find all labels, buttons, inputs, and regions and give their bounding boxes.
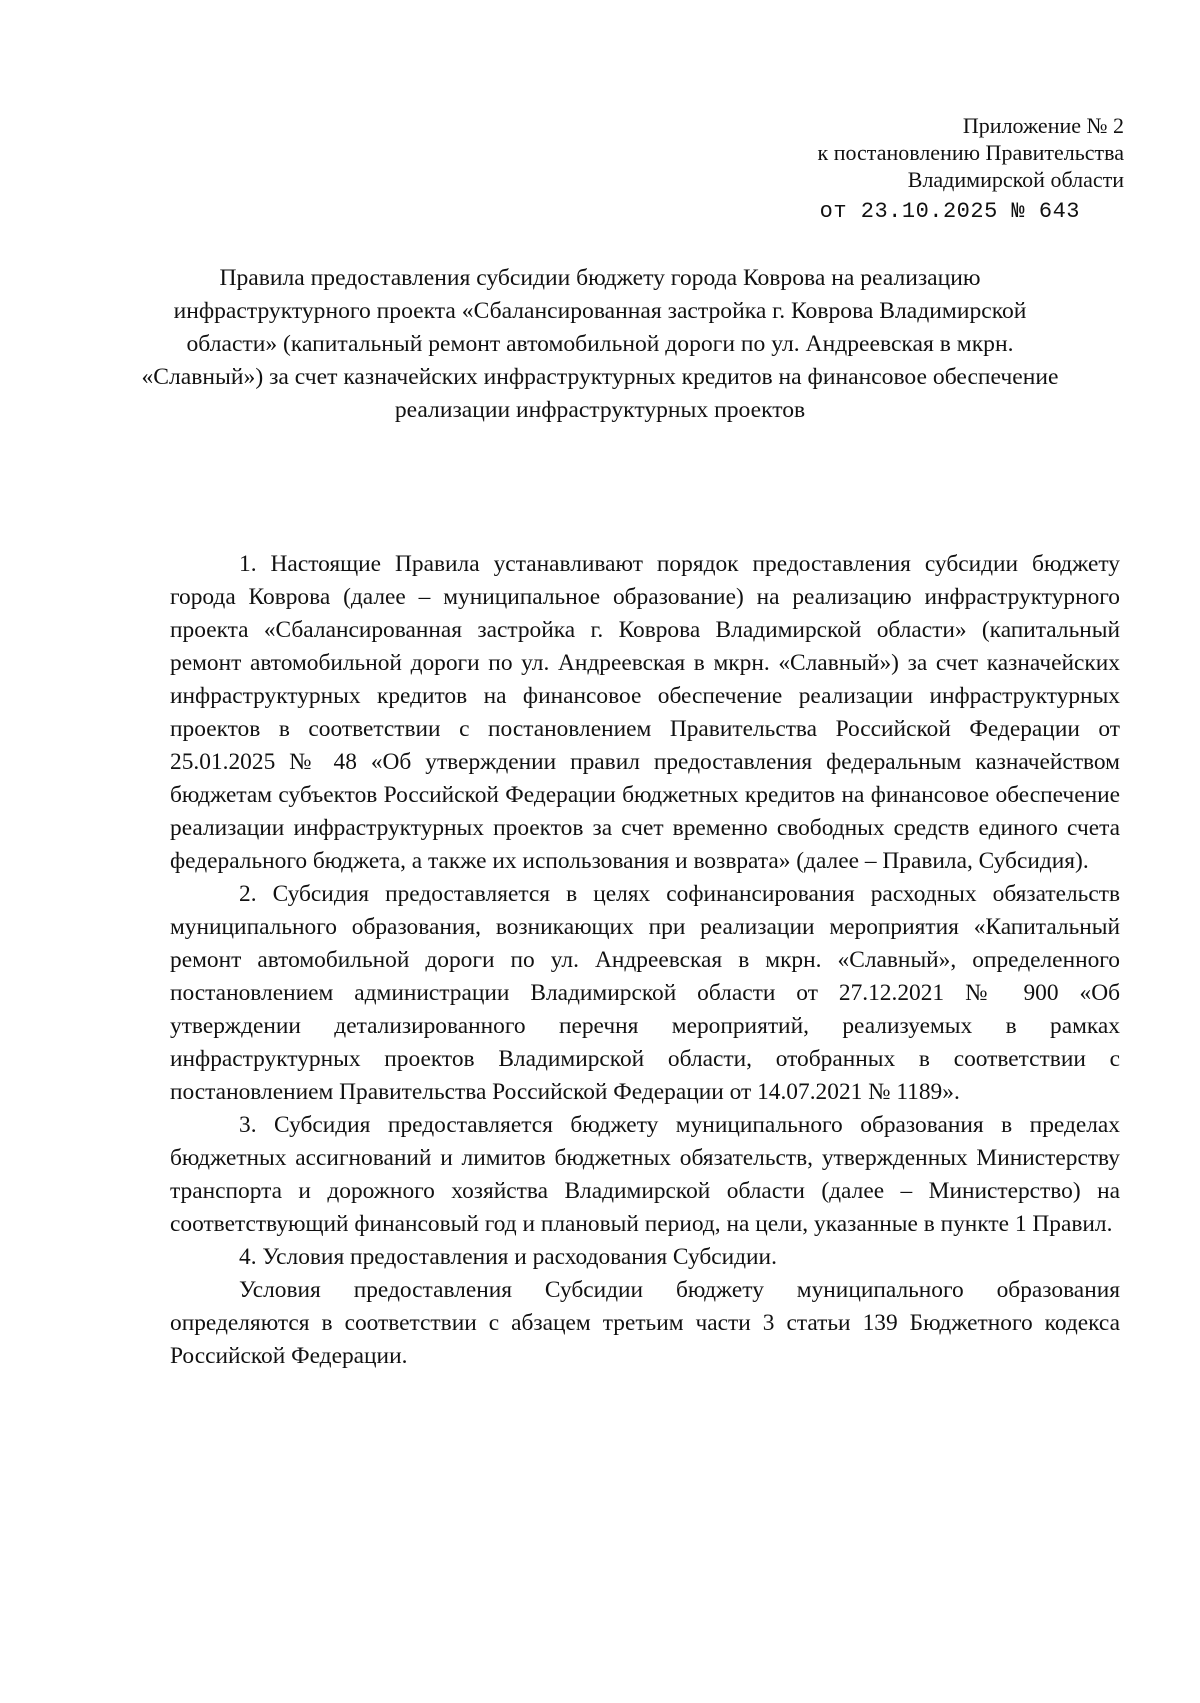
document-date-number: от 23.10.2025 № 643 [819,199,1080,224]
document-title: Правила предоставления субсидии бюджету города Коврова на реализацию инфраструктурного проекта «Сбалансированная застройка г. Коврова Владимирской области» (капитальный ремонт автомобильной дороги по ул. Андреевская в мкрн. «Славный») за счет казначейских инфраструктурных кредитов на финансовое обеспечение реализации инфраструктурных проектов [141,265,1059,423]
paragraph-4: 4. Условия предоставления и расходования Субсидии. [239,1244,777,1270]
paragraph-5: Условия предоставления Субсидии бюджету муниципального образования определяются в соответствии с абзацем третьим части 3 статьи 139 Бюджетного кодекса Российской Федерации. [170,1277,1120,1369]
paragraph-1: 1. Настоящие Правила устанавливают порядок предоставления субсидии бюджету города Коврова (далее – муниципальное образование) на реализацию инфраструктурного проекта «Сбалансированная застройка г. Коврова Владимирской области» (капитальный ремонт автомобильной дороги по ул. Андреевская в мкрн. «Славный») за счет казначейских инфраструктурных кредитов на финансовое обеспечение реализации инфраструктурных проектов в соответствии с постановлением Правительства Российской Федерации от 25.01.2025 № 48 «Об утверждении правил предоставления федеральным казначейством бюджетам субъектов Российской Федерации бюджетных кредитов на финансовое обеспечение реализации инфраструктурных проектов за счет временно свободных средств единого счета федерального бюджета, а также их использования и возврата» (далее – Правила, Субсидия). [170,551,1120,874]
paragraph-3: 3. Субсидия предоставляется бюджету муниципального образования в пределах бюджетных ассигнований и лимитов бюджетных обязательств, утвержденных Министерству транспорта и дорожного хозяйства Владимирской области (далее – Министерство) на соответствующий финансовый год и плановый период, на цели, указанные в пункте 1 Правил. [170,1112,1120,1237]
paragraph-2: 2. Субсидия предоставляется в целях софинансирования расходных обязательств муниципального образования, возникающих при реализации мероприятия «Капитальный ремонт автомобильной дороги по ул. Андреевская в мкрн. «Славный», определенного постановлением администрации Владимирской области от 27.12.2021 № 900 «Об утверждении детализированного перечня мероприятий, реализуемых в рамках инфраструктурных проектов Владимирской области, отобранных в соответствии с постановлением Правительства Российской Федерации от 14.07.2021 № 1189». [170,881,1120,1105]
appendix-header [818,112,1124,225]
appendix-reference: к постановлению Правительства [817,140,1124,165]
appendix-number: Приложение № 2 [962,113,1124,138]
document-body [170,548,1120,1373]
appendix-region: Владимирской области [907,167,1124,192]
